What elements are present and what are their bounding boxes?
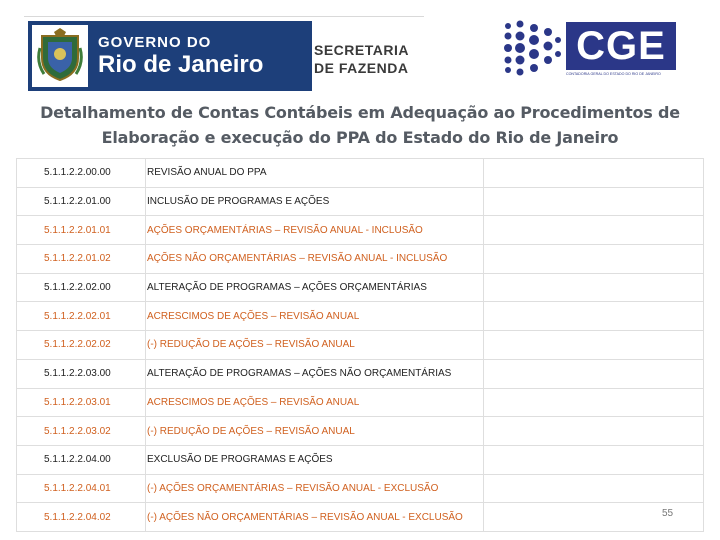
table-row: [16, 446, 704, 475]
empty-cell: [484, 446, 704, 474]
account-description: ACRESCIMOS DE AÇÕES – REVISÃO ANUAL: [146, 389, 484, 417]
account-code: 5.1.1.2.2.01.02: [16, 245, 146, 273]
accounts-table: [16, 158, 704, 532]
table-row: [16, 503, 704, 532]
cge-logo-text: CGE: [566, 22, 676, 70]
cge-logo: [500, 16, 682, 82]
account-description: (-) REDUÇÃO DE AÇÕES – REVISÃO ANUAL: [146, 417, 484, 445]
account-code: 5.1.1.2.2.04.00: [16, 446, 146, 474]
page-title: [20, 100, 700, 150]
sefaz-line2: DE FAZENDA: [314, 60, 409, 77]
title-line1: Detalhamento de Contas Contábeis em Adequação ao Procedimentos de: [40, 103, 680, 122]
account-code: 5.1.1.2.2.03.02: [16, 417, 146, 445]
empty-cell: [484, 245, 704, 273]
account-code: 5.1.1.2.2.01.00: [16, 188, 146, 216]
account-code: 5.1.1.2.2.02.00: [16, 274, 146, 302]
empty-cell: [484, 417, 704, 445]
table-row: [16, 302, 704, 331]
empty-cell: [484, 274, 704, 302]
account-description: EXCLUSÃO DE PROGRAMAS E AÇÕES: [146, 446, 484, 474]
account-code: 5.1.1.2.2.03.00: [16, 360, 146, 388]
account-description: ALTERAÇÃO DE PROGRAMAS – AÇÕES NÃO ORÇAMENTÁRIAS: [146, 360, 484, 388]
account-code: 5.1.1.2.2.04.01: [16, 475, 146, 503]
account-description: INCLUSÃO DE PROGRAMAS E AÇÕES: [146, 188, 484, 216]
empty-cell: [484, 188, 704, 216]
title-line2: Elaboração e execução do PPA do Estado do Rio de Janeiro: [101, 128, 619, 147]
rj-logo-banner: [28, 21, 312, 91]
table-row: [16, 216, 704, 245]
cge-dots-icon: [502, 18, 562, 78]
page-number: 55: [662, 508, 674, 519]
account-code: 5.1.1.2.2.02.02: [16, 331, 146, 359]
table-row: [16, 475, 704, 504]
rj-logo-line1: GOVERNO DO: [98, 34, 212, 51]
account-description: (-) REDUÇÃO DE AÇÕES – REVISÃO ANUAL: [146, 331, 484, 359]
rj-logo-line2: Rio de Janeiro: [98, 51, 264, 78]
table-row: [16, 159, 704, 188]
rio-de-janeiro-logo: [24, 16, 424, 91]
account-description: ALTERAÇÃO DE PROGRAMAS – AÇÕES ORÇAMENTÁRIAS: [146, 274, 484, 302]
table-row: [16, 331, 704, 360]
sefaz-line1: SECRETARIA: [314, 42, 409, 58]
table-row: [16, 188, 704, 217]
account-description: (-) AÇÕES NÃO ORÇAMENTÁRIAS – REVISÃO ANUAL - EXCLUSÃO: [146, 503, 484, 531]
table-row: [16, 389, 704, 418]
account-code: 5.1.1.2.2.02.01: [16, 302, 146, 330]
coat-of-arms-icon: [32, 25, 88, 87]
account-description: AÇÕES NÃO ORÇAMENTÁRIAS – REVISÃO ANUAL - INCLUSÃO: [146, 245, 484, 273]
account-code: 5.1.1.2.2.00.00: [16, 159, 146, 187]
account-description: (-) AÇÕES ORÇAMENTÁRIAS – REVISÃO ANUAL - EXCLUSÃO: [146, 475, 484, 503]
account-description: REVISÃO ANUAL DO PPA: [146, 159, 484, 187]
empty-cell: [484, 475, 704, 503]
table-row: [16, 417, 704, 446]
account-description: AÇÕES ORÇAMENTÁRIAS – REVISÃO ANUAL - INCLUSÃO: [146, 216, 484, 244]
account-code: 5.1.1.2.2.03.01: [16, 389, 146, 417]
cge-subtitle: CONTADORIA GERAL DO ESTADO DO RIO DE JANEIRO: [566, 72, 661, 76]
sefaz-label: [314, 41, 426, 77]
empty-cell: [484, 216, 704, 244]
table-row: [16, 245, 704, 274]
account-code: 5.1.1.2.2.04.02: [16, 503, 146, 531]
empty-cell: [484, 331, 704, 359]
account-code: 5.1.1.2.2.01.01: [16, 216, 146, 244]
table-row: [16, 274, 704, 303]
empty-cell: [484, 302, 704, 330]
account-description: ACRESCIMOS DE AÇÕES – REVISÃO ANUAL: [146, 302, 484, 330]
table-row: [16, 360, 704, 389]
empty-cell: [484, 159, 704, 187]
empty-cell: [484, 360, 704, 388]
empty-cell: [484, 389, 704, 417]
